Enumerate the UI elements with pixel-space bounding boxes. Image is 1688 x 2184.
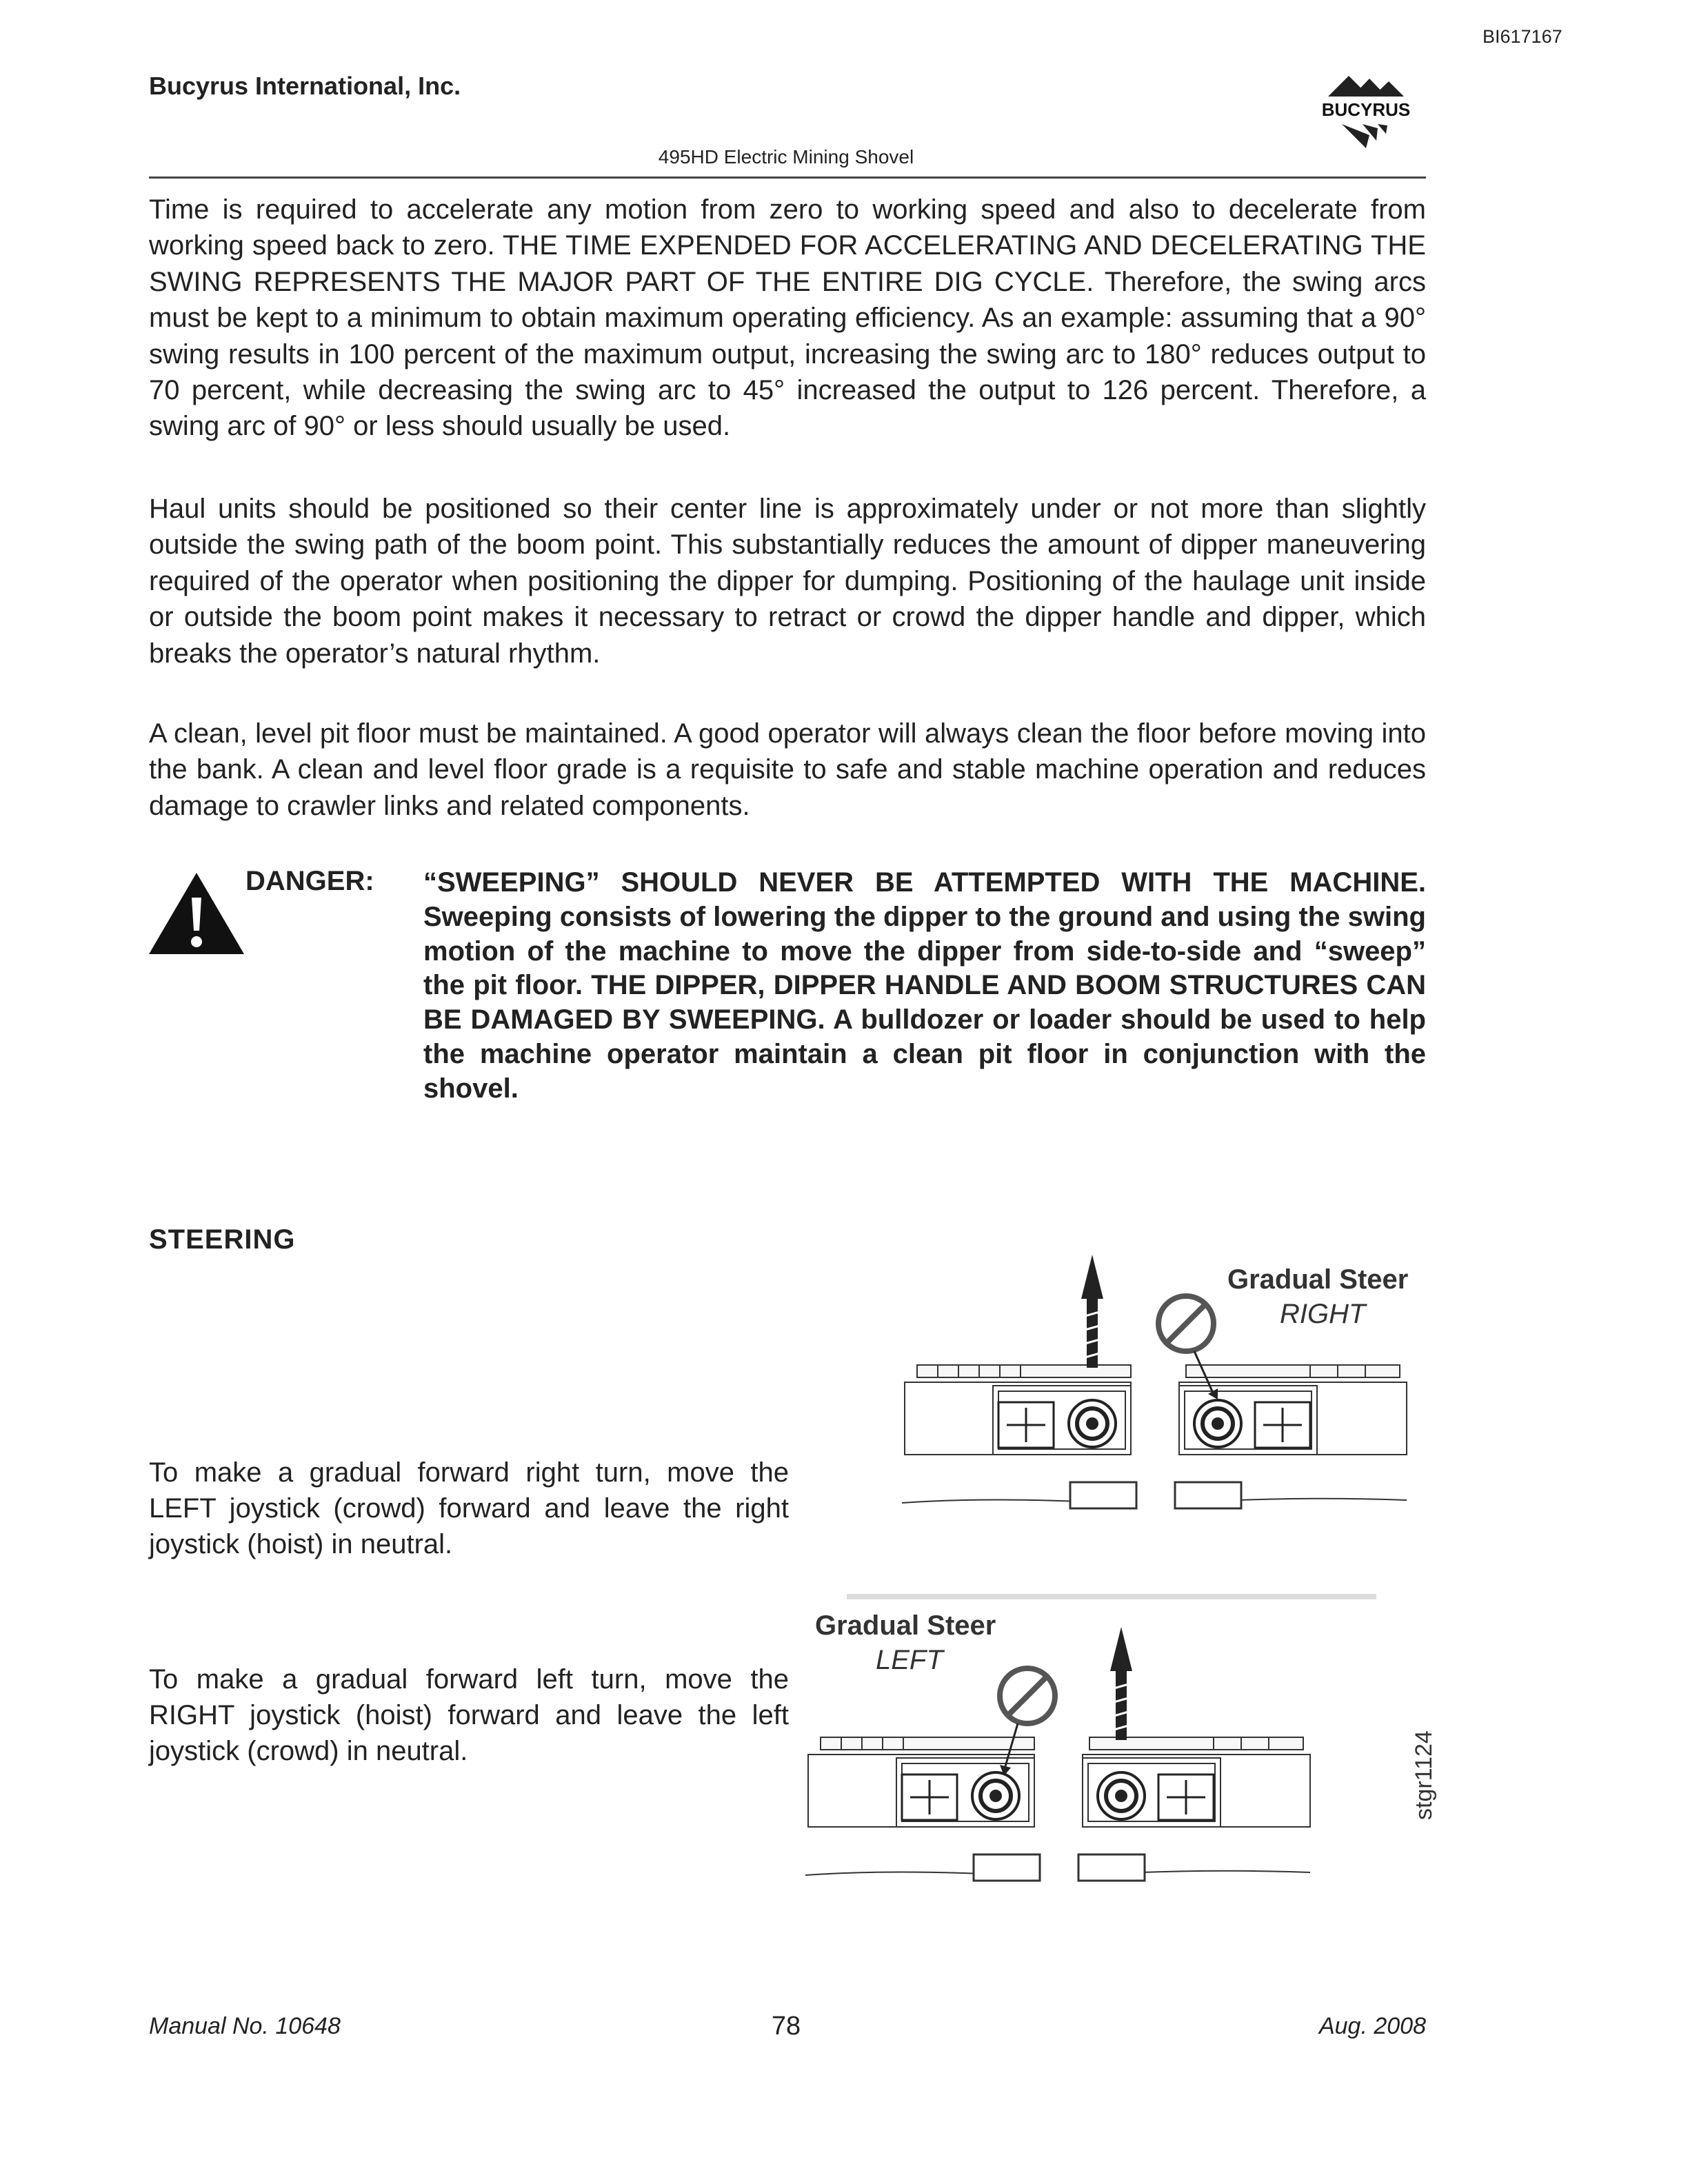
document-id: BI617167 [1483, 26, 1563, 47]
bucyrus-logo [1300, 69, 1431, 152]
figure-right-subtitle: RIGHT [1280, 1299, 1366, 1329]
document-subtitle: 495HD Electric Mining Shovel [658, 146, 914, 168]
logo-text: BUCYRUS [1321, 99, 1411, 120]
paragraph-haul-units: Haul units should be positioned so their center line is approximately under or not more than slightly outside the swing path of the boom point. This substantially reduces the amount of dipper maneuvering required of the operator when positioning the dipper for dumping. Positioning of the haulage unit inside or outside the boom point makes it necessary to retract or crowd the dipper handle and dipper, which breaks the operator’s natural rhythm. [149, 494, 1426, 669]
steer-left-instructions: To make a gradual forward left turn, move the RIGHT joystick (hoist) forward and leave the left joystick (crowd) in neutral. [149, 1664, 789, 1766]
company-name: Bucyrus International, Inc. [149, 72, 461, 100]
header-rule [149, 176, 1426, 179]
paragraph-swing: Time is required to accelerate any motion from zero to working speed and also to decelerate from working speed back to zero. THE TIME EXPENDED FOR ACCELERATING AND DECELERATING THE SWING REPRESENTS THE MAJOR PART OF THE ENTIRE DIG CYCLE. Therefore, the swing arcs must be kept to a minimum to obtain maximum operating efficiency. As an example: assuming that a 90° swing results in 100 percent of the maximum output, increasing the swing arc to 180° reduces output to 70 percent, while decreasing the swing arc to 45° increased the output to 126 percent. Therefore, a swing arc of 90° or less should usually be used. [149, 194, 1426, 442]
figure-separator [847, 1594, 1376, 1599]
page-number: 78 [771, 2012, 801, 2041]
figure-code: stgr1124 [1411, 1730, 1437, 1820]
warning-triangle-icon [146, 870, 247, 957]
danger-text: “SWEEPING” SHOULD NEVER BE ATTEMPTED WITH THE MACHINE. Sweeping consists of lowering the dipper to the ground and using the swing motion of the machine to move the dipper from side-to-side and “sweep” the pit floor. THE DIPPER, DIPPER HANDLE AND BOOM STRUCTURES CAN BE DAMAGED BY SWEEPING. A bulldozer or loader should be used to help the machine operator maintain a clean pit floor in conjunction with the shovel. [423, 867, 1426, 1104]
steer-right-instructions: To make a gradual forward right turn, move the LEFT joystick (crowd) forward and leave the right joystick (hoist) in neutral. [149, 1457, 789, 1559]
danger-label: DANGER: [245, 866, 374, 896]
no-symbol-icon [1000, 1668, 1055, 1723]
steering-heading: STEERING [149, 1224, 296, 1255]
up-arrow-icon [1081, 1255, 1103, 1368]
figure-right-title: Gradual Steer [1227, 1264, 1409, 1295]
manual-number: Manual No. 10648 [149, 2013, 341, 2039]
up-arrow-icon [1110, 1627, 1132, 1740]
no-symbol-icon [1158, 1296, 1214, 1351]
figure-left-title: Gradual Steer [815, 1610, 996, 1641]
publication-date: Aug. 2008 [1318, 2013, 1426, 2039]
figure-left-subtitle: LEFT [876, 1645, 943, 1675]
joystick-icon [1069, 1400, 1241, 1447]
paragraph-pit-floor: A clean, level pit floor must be maintained. A good operator will always clean the floor before moving into the bank. A clean and level floor grade is a requisite to safe and stable machine operation and reduces damage to crawler links and related components. [149, 718, 1426, 821]
joystick-icon [972, 1772, 1145, 1819]
